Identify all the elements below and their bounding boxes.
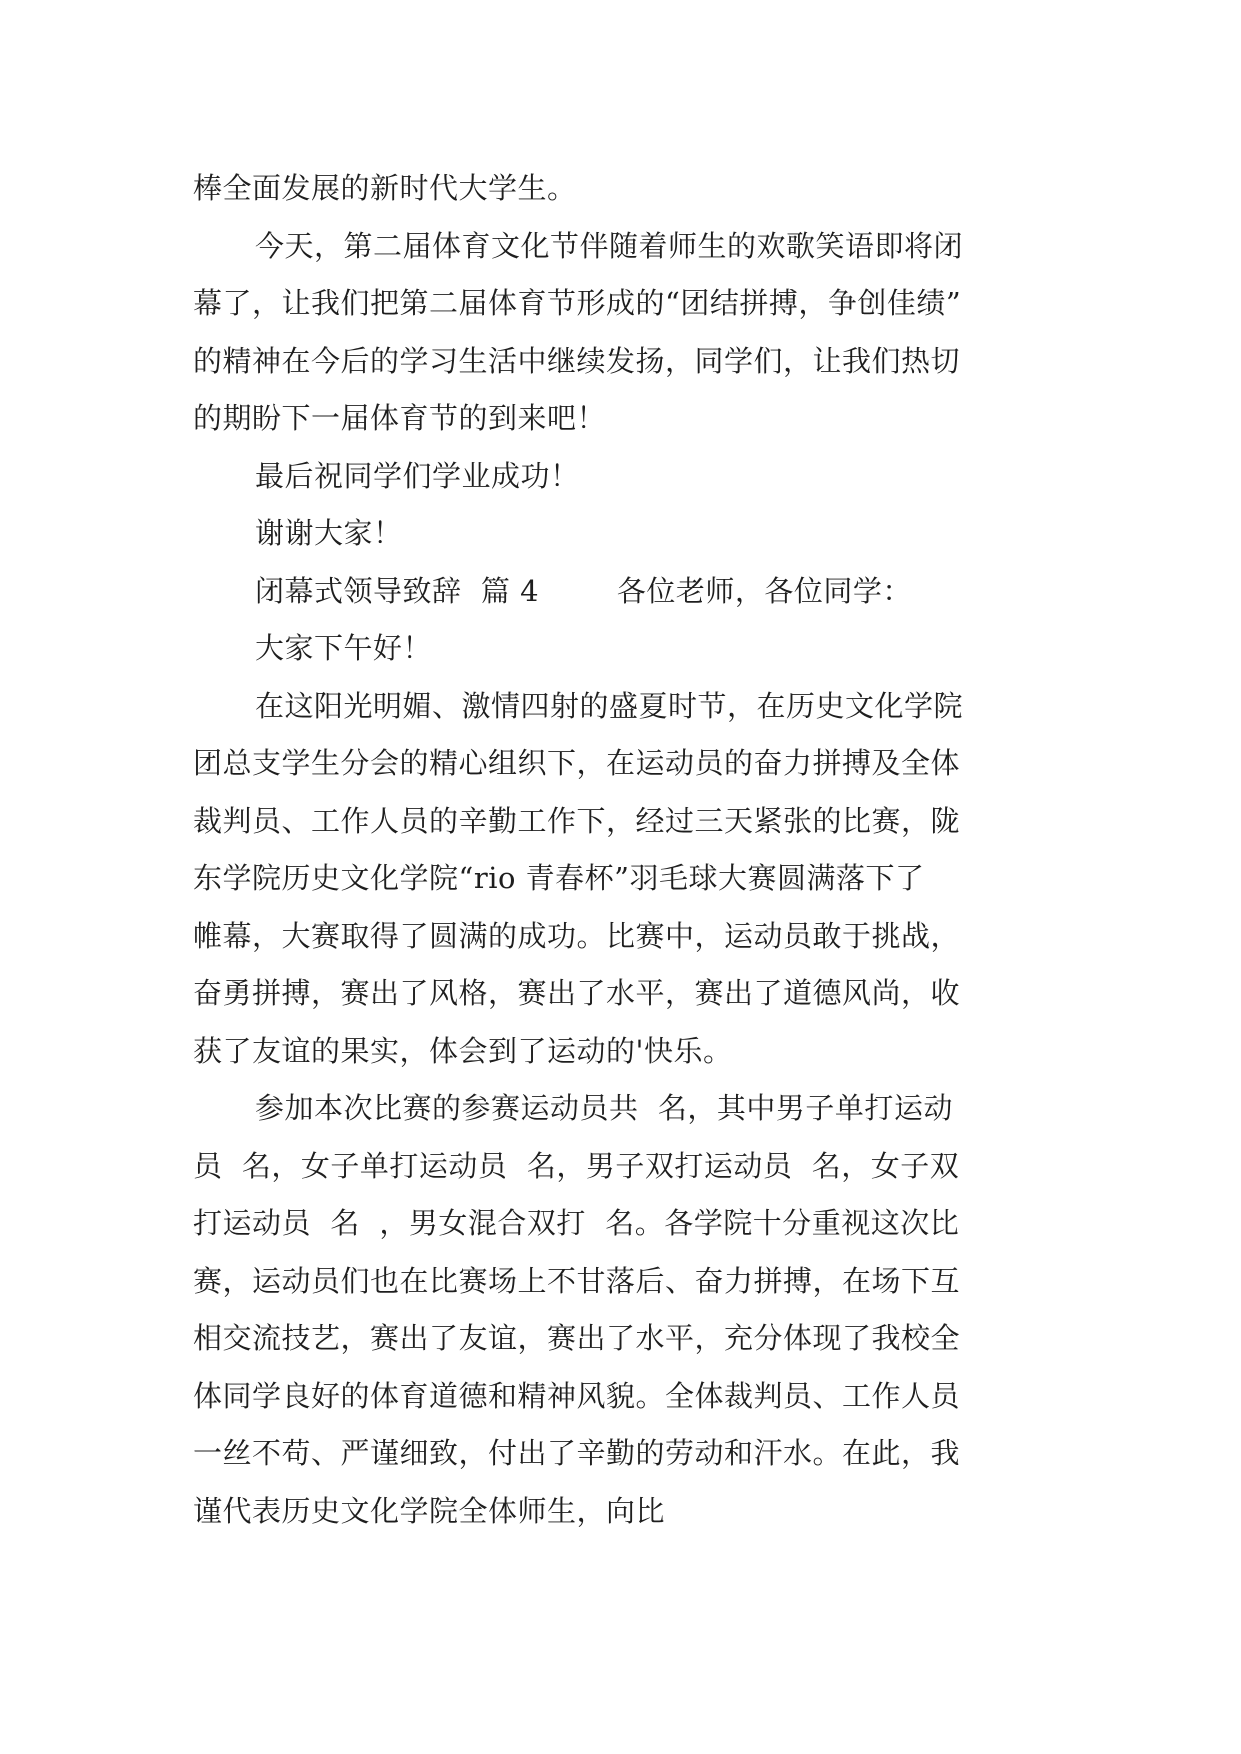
text-line: 参加本次比赛的参赛运动员共 名，其中男子单打运动 [255, 1091, 953, 1125]
text-line: 东学院历史文化学院“rio 青春杯”羽毛球大赛圆满落下了 [193, 861, 925, 895]
text-line: 谨代表历史文化学院全体师生，向比 [193, 1493, 666, 1528]
text-line: 员 名，女子单打运动员 名，男子双打运动员 名，女子双 [193, 1148, 960, 1183]
text-line: 帷幕，大赛取得了圆满的成功。比赛中，运动员敢于挑战， [193, 918, 961, 953]
text-line: 奋勇拼搏，赛出了风格，赛出了水平，赛出了道德风尚，收 [193, 976, 961, 1010]
text-line: 棒全面发展的新时代大学生。 [193, 171, 577, 205]
text-line: 体同学良好的体育道德和精神风貌。全体裁判员、工作人员 [193, 1378, 961, 1413]
text-line: 最后祝同学们学业成功！ [255, 458, 580, 493]
text-line: 打运动员 名 ，男女混合双打 名。各学院十分重视这次比 [193, 1206, 960, 1240]
text-line: 团总支学生分会的精心组织下，在运动员的奋力拼搏及全体 [193, 746, 961, 780]
text-line: 相交流技艺，赛出了友谊，赛出了水平，充分体现了我校全 [193, 1321, 961, 1355]
text-line: 获了友谊的果实，体会到了运动的'快乐。 [193, 1033, 733, 1068]
document-body [193, 160, 1073, 1540]
text-line: 的期盼下一届体育节的到来吧！ [193, 401, 607, 435]
section-heading: 闭幕式领导致辞 篇 4 各位老师，各位同学： [255, 573, 912, 608]
text-line: 在这阳光明媚、激情四射的盛夏时节，在历史文化学院 [255, 688, 964, 723]
text-line: 谢谢大家！ [255, 516, 403, 550]
text-line: 裁判员、工作人员的辛勤工作下，经过三天紧张的比赛，陇 [193, 803, 961, 838]
text-line: 一丝不苟、严谨细致，付出了辛勤的劳动和汗水。在此，我 [193, 1436, 961, 1470]
text-line: 今天，第二届体育文化节伴随着师生的欢歌笑语即将闭 [255, 228, 964, 263]
text-line: 赛，运动员们也在比赛场上不甘落后、奋力拼搏，在场下互 [193, 1263, 961, 1298]
text-line: 幕了，让我们把第二届体育节形成的“团结拼搏，争创佳绩” [193, 286, 962, 320]
text-line: 的精神在今后的学习生活中继续发扬，同学们，让我们热切 [193, 343, 961, 378]
text-line: 大家下午好！ [255, 631, 433, 665]
